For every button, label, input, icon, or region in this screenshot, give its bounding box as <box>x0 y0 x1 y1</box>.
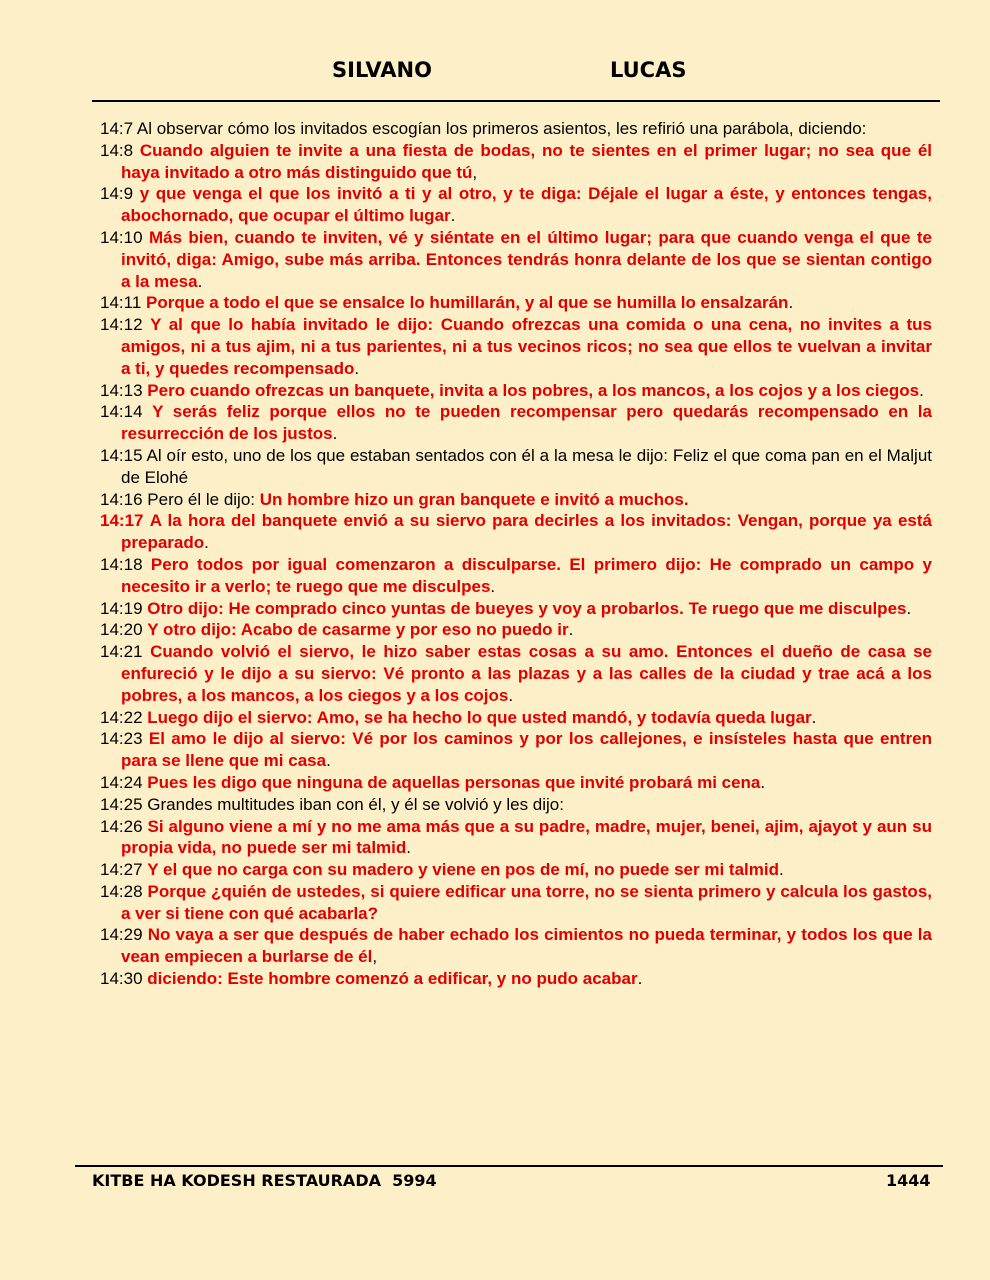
verse-punctuation: , <box>472 162 478 182</box>
verse-spoken-text: Pero cuando ofrezcas un banquete, invita a los pobres, a los mancos, a los cojos y a los ciegos <box>147 380 920 400</box>
verse <box>100 554 932 598</box>
verse <box>100 489 932 511</box>
verse-spoken-text: Un hombre hizo un gran banquete e invitó a muchos. <box>259 489 689 509</box>
verse-text: Grandes multitudes iban con él, y él se volvió y les dijo: <box>147 794 564 814</box>
verse-spoken-text: Si alguno viene a mí y no me ama más que a su padre, madre, mujer, benei, ajim, ajayot y aun su propia vida, no puede ser mi talmid <box>121 816 932 858</box>
verse-punctuation: . <box>811 707 817 727</box>
verse-punctuation: . <box>354 358 360 378</box>
verse-spoken-text: Luego dijo el siervo: Amo, se ha hecho lo que usted mandó, y todavía queda lugar <box>147 707 812 727</box>
verse-spoken-text: No vaya a ser que después de haber echado los cimientos no pueda terminar, y todos los que la vean empiecen a burlarse de él <box>121 925 932 967</box>
verse-reference: 14:21 <box>100 642 143 662</box>
header-divider <box>92 100 940 102</box>
verse-reference: 14:25 <box>100 794 143 814</box>
page-header <box>0 58 990 92</box>
verse <box>100 118 932 140</box>
verse-reference: 14:8 <box>100 140 134 160</box>
verse <box>100 707 932 729</box>
verse-reference: 14:13 <box>100 380 143 400</box>
verse-reference: 14:20 <box>100 620 143 640</box>
verse <box>100 859 932 881</box>
verse-spoken-text: Porque a todo el que se ensalce lo humillarán, y al que se humilla lo ensalzarán <box>146 293 789 313</box>
verse <box>100 292 932 314</box>
verse-punctuation: . <box>637 969 643 989</box>
verse <box>100 401 932 445</box>
verse-reference: 14:24 <box>100 772 143 792</box>
header-book: LUCAS <box>610 58 687 82</box>
verse-punctuation: . <box>332 424 338 444</box>
verse-reference: 14:15 <box>100 445 143 465</box>
verse-text: Al oír esto, uno de los que estaban sentados con él a la mesa le dijo: Feliz el que coma pan en el Maljut de Elohé <box>121 445 932 487</box>
verse-reference: 14:7 <box>100 119 134 138</box>
verse-punctuation: . <box>568 620 574 640</box>
verse-spoken-text: Cuando alguien te invite a una fiesta de bodas, no te sientes en el primer lugar; no sea que él haya invitado a otro más distinguido que tú <box>121 140 932 182</box>
verse <box>100 881 932 925</box>
verse <box>100 772 932 794</box>
verse-spoken-text: Porque ¿quién de ustedes, si quiere edificar una torre, no se sienta primero y calcula los gastos, a ver si tiene con qué acabarla? <box>121 881 932 923</box>
verse-punctuation: . <box>204 533 209 553</box>
verse-reference: 14:22 <box>100 707 143 727</box>
verse-spoken-text: Otro dijo: He comprado cinco yuntas de bueyes y voy a probarlos. Te ruego que me disculpes <box>147 598 907 618</box>
footer-divider <box>75 1165 943 1167</box>
verse-punctuation: . <box>906 598 912 618</box>
verse <box>100 510 932 554</box>
verse-reference: 14:28 <box>100 881 143 901</box>
verse-spoken-text: A la hora del banquete envió a su siervo para decirles a los invitados: Vengan, porque ya está preparado <box>121 511 932 553</box>
verse-narration: Pero él le dijo: <box>147 489 260 509</box>
verse-reference: 14:26 <box>100 816 143 836</box>
verse-reference: 14:14 <box>100 402 143 422</box>
footer-title: KITBE HA KODESH RESTAURADA 5994 <box>92 1171 437 1190</box>
verse <box>100 445 932 489</box>
verse <box>100 619 932 641</box>
verse-spoken-text: Más bien, cuando te inviten, vé y siéntate en el último lugar; para que cuando venga el que te invitó, diga: Amigo, sube más arriba. Entonces tendrás honra delante de los que se sientan contigo a la mesa <box>121 227 932 291</box>
verse-reference: 14:10 <box>100 227 143 247</box>
verse-reference: 14:17 <box>100 511 144 531</box>
verse-punctuation: . <box>919 380 924 400</box>
verse-punctuation: . <box>450 206 456 226</box>
verse-reference: 14:16 <box>100 489 143 509</box>
verse <box>100 598 932 620</box>
verse-punctuation: . <box>508 685 514 705</box>
verse-punctuation: . <box>406 838 412 858</box>
verse-spoken-text: Cuando volvió el siervo, le hizo saber estas cosas a su amo. Entonces el dueño de casa se enfureció y le dijo a su siervo: Vé pronto a las plazas y a las calles de la ciudad y trae acá a los pobres, a los mancos, a los ciegos y a los cojos <box>121 642 932 705</box>
verse-spoken-text: Y el que no carga con su madero y viene en pos de mí, no puede ser mi talmid <box>147 860 779 880</box>
verse-reference: 14:12 <box>100 315 143 335</box>
verse <box>100 183 932 227</box>
verse-reference: 14:11 <box>100 293 142 313</box>
verse-spoken-text: El amo le dijo al siervo: Vé por los caminos y por los callejones, e insísteles hasta que entren para se llene que mi casa <box>121 729 932 771</box>
verse <box>100 380 932 402</box>
verse <box>100 968 932 990</box>
verse-spoken-text: Pues les digo que ninguna de aquellas personas que invité probará mi cena <box>147 772 761 792</box>
verse <box>100 140 932 184</box>
verse-punctuation: . <box>788 293 794 313</box>
verse-spoken-text: diciendo: Este hombre comenzó a edificar, y no pudo acabar <box>147 969 638 989</box>
verse-spoken-text: Y serás feliz porque ellos no te pueden recompensar pero quedarás recompensado en la resurrección de los justos <box>121 402 932 444</box>
verse <box>100 314 932 379</box>
verse <box>100 641 932 706</box>
verse <box>100 924 932 968</box>
verse-reference: 14:29 <box>100 925 143 945</box>
verse-list <box>100 118 932 990</box>
verse-punctuation: . <box>490 576 496 596</box>
page-number: 1444 <box>886 1171 931 1190</box>
verse-punctuation: . <box>197 271 203 291</box>
header-author: SILVANO <box>332 58 432 82</box>
verse-spoken-text: Pero todos por igual comenzaron a disculparse. El primero dijo: He comprado un campo y necesito ir a verlo; te ruego que me disculpes <box>121 554 932 596</box>
verse-reference: 14:27 <box>100 860 143 880</box>
verse-reference: 14:9 <box>100 184 134 204</box>
verse-spoken-text: Y otro dijo: Acabo de casarme y por eso no puedo ir <box>147 620 569 640</box>
verse-reference: 14:30 <box>100 969 143 989</box>
verse <box>100 227 932 292</box>
verse-reference: 14:18 <box>100 554 143 574</box>
verse-punctuation: , <box>372 947 378 967</box>
verse-reference: 14:19 <box>100 598 143 618</box>
verse-punctuation: . <box>326 751 331 771</box>
verse-spoken-text: Y al que lo había invitado le dijo: Cuando ofrezcas una comida o una cena, no invites a tus amigos, ni a tus ajim, ni a tus parientes, ni a tus vecinos ricos; no sea que ellos te vuelvan a invitar a ti, y quedes recompensado <box>121 315 932 378</box>
verse <box>100 728 932 772</box>
verse-text: Al observar cómo los invitados escogían los primeros asientos, les refirió una parábola, diciendo: <box>136 119 867 138</box>
verse-punctuation: . <box>778 860 784 880</box>
verse-spoken-text: y que venga el que los invitó a ti y al otro, y te diga: Déjale el lugar a éste, y entonces tengas, abochornado, que ocupar el último lugar <box>121 184 932 226</box>
verse-punctuation: . <box>760 772 766 792</box>
verse <box>100 816 932 860</box>
verse-reference: 14:23 <box>100 729 143 749</box>
verse <box>100 794 932 816</box>
